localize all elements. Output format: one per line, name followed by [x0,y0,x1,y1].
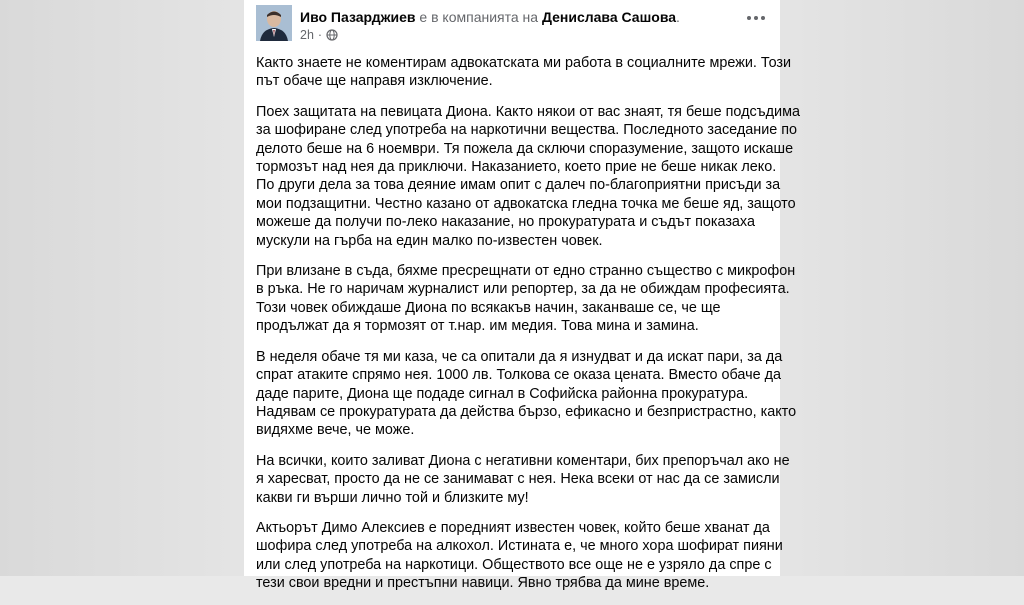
post-header [244,0,780,52]
post-text-line: В неделя обаче тя ми каза, че са опитали да я изнудват и да искат пари, за да [256,348,783,365]
post-paragraph [256,452,790,507]
avatar-photo [256,5,292,41]
meta-separator: · [317,28,323,42]
post-text-line: По други дела за това деяние имам опит с далеч по-благоприятни присъди за [256,177,781,194]
post-paragraph [256,262,796,336]
post-text-line: я харесват, просто да не се занимават с нея. Нека всеки от нас да се замисли [256,471,780,488]
post-text-line: Този човек обиждаше Диона по всякакъв начин, заканваше се, че ще [256,299,721,316]
author-name-link[interactable]: Иво Пазарджиев [300,9,416,25]
post-text-line: Както знаете не коментирам адвокатската ми работа в социалните мрежи. Този [256,55,792,71]
post-text-line: делото беше на 6 ноември. Тя пожела да сключи споразумение, защото искаше [256,140,794,157]
tag-connector-text: е в компанията на [419,9,539,25]
more-options-icon[interactable] [744,10,768,26]
author-line [300,9,680,25]
facebook-post [244,0,800,592]
post-text-line: за шофиране след употреба на наркотични вещества. Последното заседание по [256,122,798,139]
tagged-person-link[interactable]: Денислава Сашова [541,9,677,25]
post-text-line: Поех защитата на певицата Диона. Както някои от вас знаят, тя беше подсъдима [256,103,800,120]
post-meta [300,28,338,42]
post-text [256,54,800,605]
globe-icon[interactable] [326,29,338,41]
post-text-line: спрат атаките спрямо нея. 1000 лв. Толкова се оказа цената. Вместо обаче да [256,367,782,384]
post-text-line: При влизане в съда, бяхме пресрещнати от едно странно същество с микрофон [256,263,796,280]
post-text-line: или след употреба на наркотици. Обществото все още не е узряло да спре с [256,556,772,573]
post-text-line: видяхме вече, че може. [256,422,415,439]
tag-suffix: . [676,9,680,25]
post-text-line: в ръка. Не го наричам журналист или репортер, за да не обиждам професията. [256,281,790,298]
post-paragraph [256,348,797,440]
post-text-line: На всички, които заливат Диона с негативни коментари, бих препоръчал ако не [256,452,790,469]
post-text-line: мускули на гърба на един малко по-известен човек. [256,232,603,249]
post-text-line: Надявам се прокуратурата да действа бързо, ефикасно и безпристрастно, както [256,403,797,420]
post-text-line: път обаче ще направя изключение. [256,73,493,90]
post-timestamp[interactable]: 2h [300,28,314,42]
post-text-line: даде парите, Диона ще подаде сигнал в Софийска районна прокуратура. [256,385,749,402]
post-paragraph [256,103,800,250]
post-text-line: тормозът над нея да приключи. Наказанието, което прие не беше никак леко. [256,159,777,176]
post-text-line: тези свои вредни и престъпни навици. Явно трябва да мине време. [256,575,710,592]
post-text-line: шофира след употреба на алкохол. Истината е, че много хора шофират пияни [256,538,783,555]
post-text-line: можеше да получи по-леко наказание, но прокуратурата и съдът показаха [256,214,755,231]
post-paragraph [256,54,792,91]
post-text-line: мои подзащитни. Честно казано от адвокатска гледна точка ме беше яд, защото [256,195,796,212]
post-text-line: продължат да я тормозят от т.нар. им медия. Това мина и замина. [256,318,699,335]
post-text-line: Актьорът Димо Алексиев е поредният известен човек, който беше хванат да [256,519,770,536]
author-avatar[interactable] [256,5,292,41]
post-paragraph [256,519,783,593]
post-text-line: какви ги върши лично той и близките му! [256,489,529,506]
